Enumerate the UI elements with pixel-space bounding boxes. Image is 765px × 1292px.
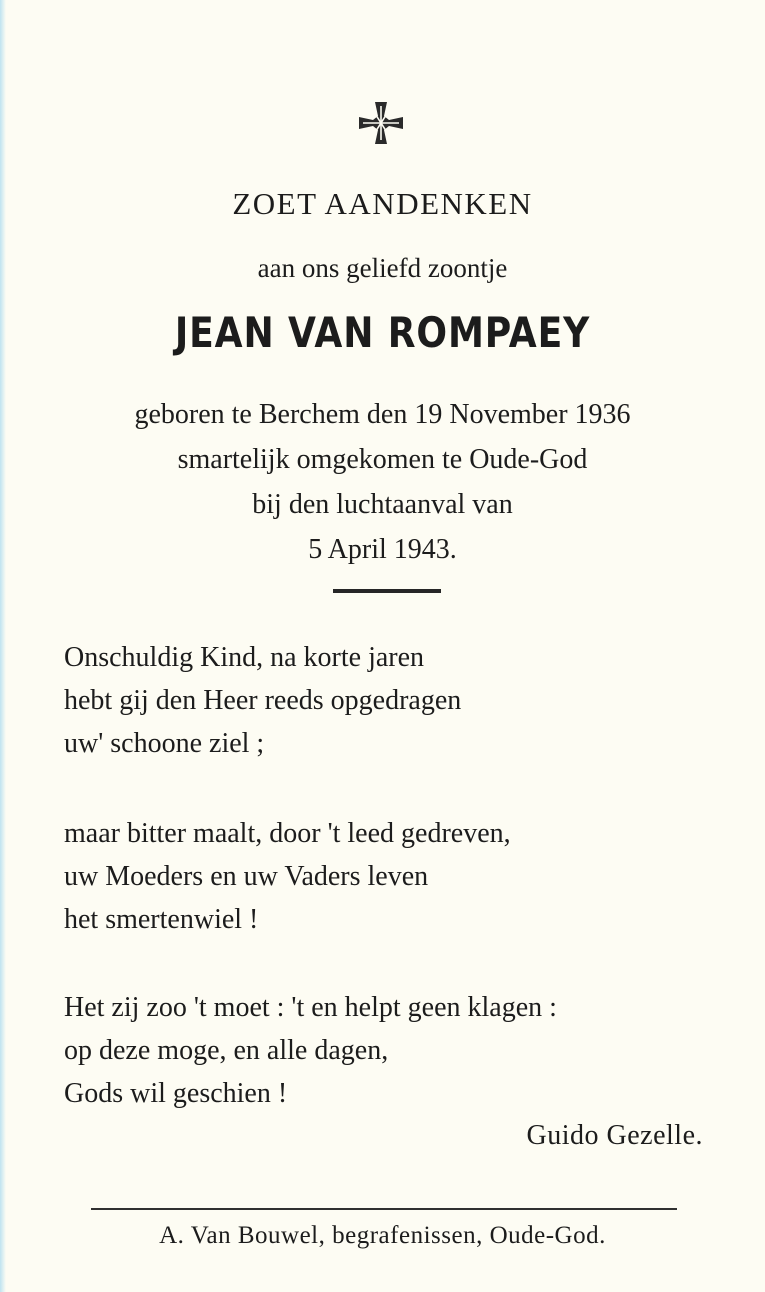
poem-stanza-2 [64,812,511,941]
date-line: 5 April 1943. [308,534,457,565]
poem-line: Gods wil geschien ! [64,1078,288,1109]
card-subheading: aan ons geliefd zoontje [257,253,508,283]
poem-line: Onschuldig Kind, na korte jaren [64,642,425,673]
poem-stanza-1 [64,636,461,765]
poem-line: op deze moge, en alle dagen, [64,1035,389,1066]
poem-stanza-3 [64,986,557,1115]
deceased-name: JEAN VAN ROMPAEY [174,308,591,357]
divider-long [91,1208,677,1210]
poem-line: het smertenwiel ! [64,904,259,935]
funeral-director: A. Van Bouwel, begrafenissen, Oude-God. [159,1222,606,1249]
life-details [0,392,765,572]
card-heading: ZOET AANDENKEN [232,186,533,221]
poem-line: hebt gij den Heer reeds opgedragen [64,685,462,716]
poem-line: uw Moeders en uw Vaders leven [64,861,429,892]
poem-author: Guido Gezelle. [526,1120,703,1151]
poem-line: uw' schoone ziel ; [64,728,265,759]
death-line: smartelijk omgekomen te Oude-God [177,444,588,475]
birth-line: geboren te Berchem den 19 November 1936 [134,399,631,430]
cross-icon [356,98,406,148]
poem-line: maar bitter maalt, door 't leed gedreven, [64,818,511,849]
divider-short [333,589,441,593]
cause-line: bij den luchtaanval van [252,489,513,520]
poem-line: Het zij zoo 't moet : 't en helpt geen klagen : [64,992,557,1023]
